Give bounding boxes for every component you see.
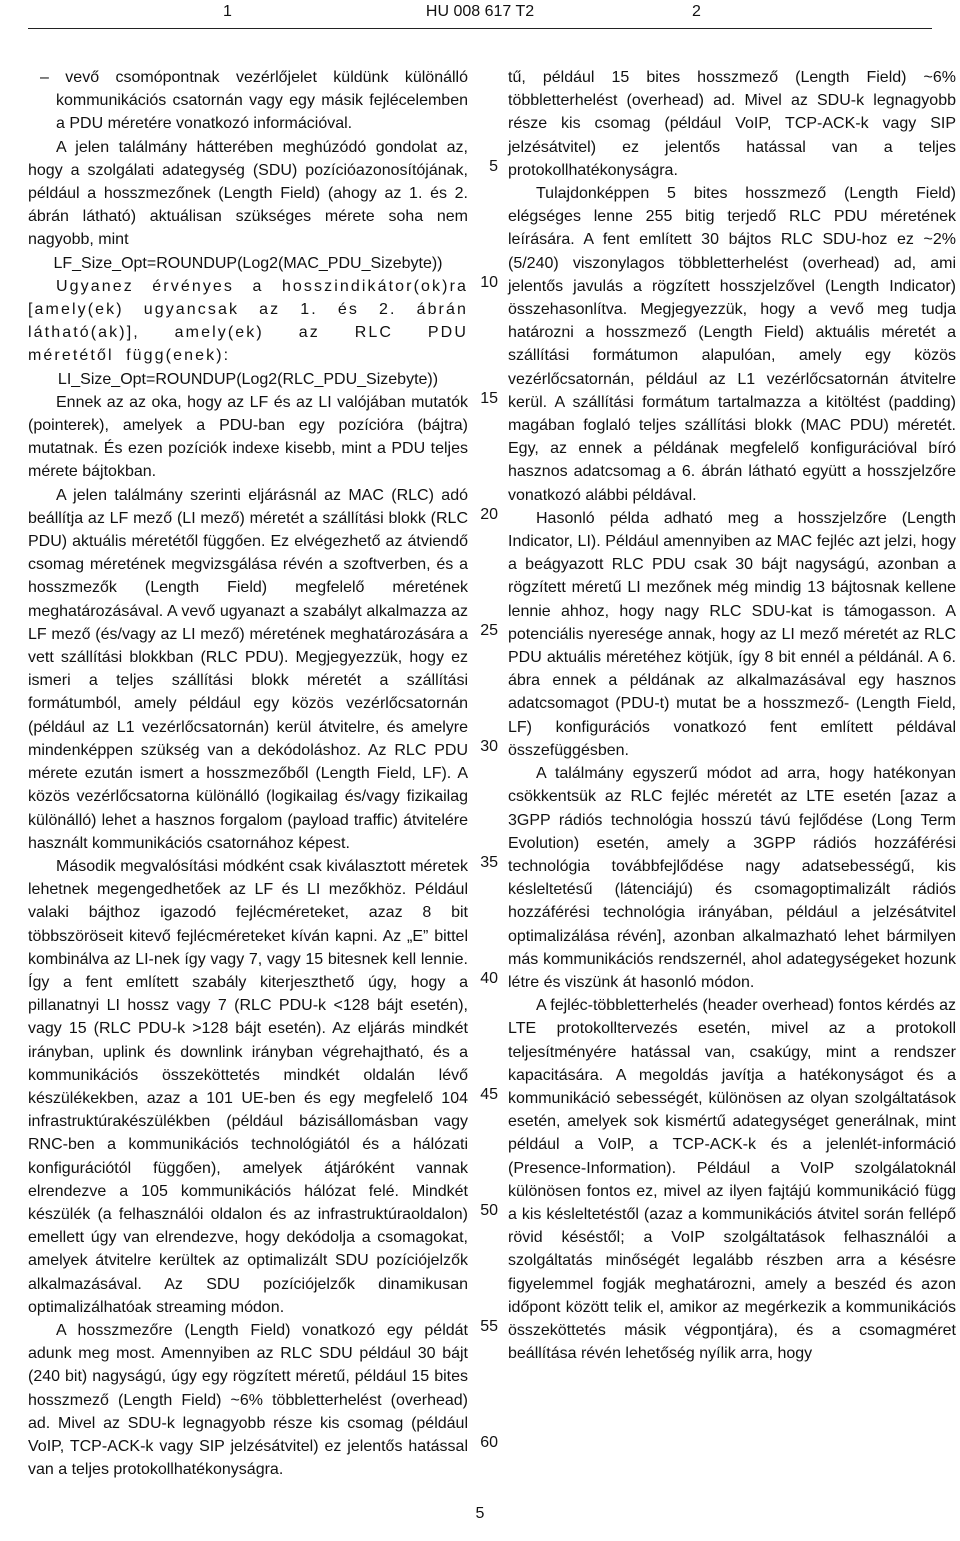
paragraph: A fejléc-többletterhelés (header overhead) fontos kérdés az LTE protokolltervezés esetén, mivel az a protokoll teljesítményére hatással van, csakúgy, mint a rendszer kapacitására. A megoldás javítja a hatékonyságot és a kommunikáció sebességét, különösen az olyan szolgáltatások esetén, amelyek sok kismértű adategységet generálnak, mint például a VoIP, a TCP-ACK-k és a jelenlét-információ (Presence-Information). Például a VoIP szolgálatoknál különösen fontos ez, mivel az ilyen fajtájú kommunikáció függ a kis késleltetéstől (azaz a kommunikációs átvitel során fellépő rövid késéstől; a VoIP szolgáltatások felhasználói a szolgáltatás minőségét legalább részben arra a késésre figyelemmel fogják meghatározni, amely a beszéd és azon időpont között telik el, amikor az megérkezik a kommunikációs összeköttetés másik végpontjára), és a csomagméret beállítása révén lehetőség nyílik arra, hogy [508, 997, 956, 1363]
claim-item: – vevő csomópontnak vezérlőjelet küldünk különálló kommunikációs csatornán vagy egy másik fejlécelemben a PDU méretére vonatkozó információval. [40, 69, 468, 133]
paragraph: A hosszmezőre (Length Field) vonatkozó egy példát adunk meg most. Amennyiben az RLC SDU például 30 bájt (240 bit) nagyságú, úgy egy rögzített méretű, például 15 bites hosszmező (Length Field) ~6% többletterhelést (overhead) ad. Mivel az SDU-k legnagyobb része kis csomag (például VoIP, TCP-ACK-k vagy SIP jelzésátvitel) ez jelentős hatással van a teljes protokollhatékonyságra. [28, 1321, 468, 1479]
paragraph: A találmány egyszerű módot ad arra, hogy hatékonyan csökkentsük az RLC fejléc méretét az LTE esetén [azaz a 3GPP rádiós technológia hosszú távú fejlődése (Long Term Evolution) esetén, amely a 3GPP rádiós hozzáférési technológia továbbfejlődése nagy adatsebességű, kis késleltetésű (látenciájú) és csomagoptimalizált rádiós hozzáférési technológia irányában, például a jelzésátvitel optimalizálása révén], azonban alkalmazható lehet bármilyen más kommunikációs rendszernél, ahol adategységeket hozunk létre és viszünk át hasonló módon. [508, 765, 956, 991]
paragraph: A jelen találmány hátterében meghúzódó gondolat az, hogy a szolgálati adategység (SDU) pozícióazonosítójának, például a hosszmezőnek (Length Field) (ahogy az 1. és 2. ábrán látható) aktuálisan szükséges mérete soha nem nagyobb, mint [28, 138, 468, 249]
line-number: 55 [480, 1318, 498, 1335]
line-number: 25 [480, 622, 498, 639]
header-rule [28, 28, 932, 29]
formula-lf: LF_Size_Opt=ROUNDUP(Log2(MAC_PDU_Sizebyte)) [53, 254, 443, 272]
paragraph: Tulajdonképpen 5 bites hosszmező (Length Field) elégséges lenne 255 bitig terjedő RLC PDU méretének leírására. A fent említett 30 bájtos RLC SDU-hoz ez ~2% (5/240) viszonylagos többletterhelést (overhead) ad, ami jelentős javulás a rögzített hosszjelzővel (Length Indicator) összehasonlítva. Megjegyezzük, hogy a vevő meg tudja határozni a hosszmező (Length Field) aktuális méretét a szállítási formátumon alapulóan, amely egy közös vezérlőcsatornán, például az L1 vezérlőcsatornán átvitelre kerül. A szállítási formátum tartalmazza a kitöltést (padding) magában foglaló teljes szállítási blokk (MAC PDU) méretét. Egy, az ennek a példának megfelelő konfigurációval bíró hasznos adatcsomag a 6. ábrán látható együtt a hosszjelzőre vonatkozó alábbi példával. [508, 185, 956, 504]
line-number: 5 [489, 158, 498, 175]
line-number: 60 [480, 1434, 498, 1451]
line-number: 30 [480, 738, 498, 755]
page-footer-number: 5 [475, 1505, 485, 1522]
line-number: 15 [480, 390, 498, 407]
paragraph: Hasonló példa adható meg a hosszjelzőre (Length Indicator, LI). Például amennyiben az MAC fejléc azt jelzi, hogy a beágyazott RLC PDU csak 30 bájt nagyságú, azonban a rögzített méretű LI mezőnek még mindig 13 bájtosnak kellene lennie ahhoz, hogy nagy RLC SDU-kat is támogasson. A potenciális nyeresége annak, hogy az LI mező méretét az RLC PDU aktuális méretéhez kötjük, így 8 bit ennél a példánál. A 6. ábra ennek a példának az alkalmazásával egy hasznos adatcsomagot (PDU-t) mutat be a hosszmező- (Length Field, LF) konfigurációs vonatkozó fent említett példával összefüggésben. [508, 509, 956, 759]
line-number: 35 [480, 854, 498, 871]
document-id: HU 008 617 T2 [425, 3, 535, 20]
formula-li: LI_Size_Opt=ROUNDUP(Log2(RLC_PDU_Sizebyte)) [57, 370, 439, 388]
paragraph: Ugyanez érvényes a hosszindikátor(ok)ra [amely(ek) ugyancsak az 1. és 2. ábrán látható(ak)], amely(ek) az RLC PDU méretétől függ(enek): [28, 277, 468, 365]
line-number: 20 [480, 506, 498, 523]
right-page-number: 2 [692, 3, 701, 20]
line-number: 40 [480, 970, 498, 987]
paragraph: A jelen találmány szerinti eljárásnál az MAC (RLC) adó beállítja az LF mező (LI mező) méretét a szállítási blokk (RLC PDU) aktuális méretétől függően. Ez elvégezhető az átviendő csomag méretének megvizsgálása révén a szoftverben, és a hosszmezők (Length Field) megfelelő méretének meghatározásával. A vevő ugyanazt a szabályt alkalmazza az LF mező (és/vagy az LI mező) méretének meghatározására a vett szállítási blokkban (RLC PDU). Megjegyezzük, hogy ez ismeri a teljes szállítási blokk méretét a szállítási formátumból, amely például egy közös vezérlőcsatornán (például az L1 vezérlőcsatornán) kerül átvitelre, és amelyre mindenképpen szükség van a dekódoláshoz. Az RLC PDU mérete ezután ismert a hosszmezőből (Length Field, LF). A közös vezérlőcsatorna különálló (logikailag és/vagy fizikailag különálló) lehet a hasznos forgalom (payload traffic) átvitelére használt kommunikációs csatornához képest. [28, 486, 468, 852]
line-number: 50 [480, 1202, 498, 1219]
line-number: 10 [480, 274, 498, 291]
paragraph: Ennek az az oka, hogy az LF és az LI valójában mutatók (pointerek), amelyek a PDU-ban egy pozícióra (bájtra) mutatnak. És ezen pozíciók indexe kisebb, mint a PDU teljes mérete bájtokban. [28, 393, 468, 481]
paragraph: tű, például 15 bites hosszmező (Length Field) ~6% többletterhelést (overhead) ad. Mivel az SDU-k legnagyobb része kis csomag (például VoIP, TCP-ACK-k vagy SIP jelzésátvitel) ez jelentős hatással van a teljes protokollhatékonyságra. [508, 69, 956, 179]
left-page-number: 1 [223, 3, 232, 20]
right-column [508, 66, 956, 1365]
paragraph: Második megvalósítási módként csak kiválasztott méretek lehetnek megengedhetőek az LF és LI mezőkhöz. Például valaki bájthoz igazodó fejlécméreteket, azaz 8 bit többszöröseit kitevő fejlécméreteket kíván kapni. Az „E” bittel kombinálva az LI-nek így vagy 7, vagy 15 bitesnek kell lennie. Így a fent említett szabály kiterjeszthető úgy, hogy a pillanatnyi LI hossz vagy 7 (RLC PDU-k <128 bájt esetén), vagy 15 (RLC PDU-k >128 bájt esetén). Az eljárás mindkét irányban, uplink és downlink irányban végrehajtható, és a kommunikációs összeköttetés mindkét oldalán lévő készülékekben, azaz a 101 UE-ben és egy megfelelő 104 infrastruktúrakészülékben (például bázisállomásban vagy RNC-ben a kommunikációs technológiától és a hálózati konfigurációtól függően), amelyek átjáróként vannak elrendezve a 105 kommunikációs hálózat felé. Mindkét készülék (a felhasználói oldalon és az infrastruktúraoldalon) emellett úgy van elrendezve, hogy dekódolja a csomagokat, amelyek átvitelre kerültek az optimalizált SDU pozíciójelzők alkalmazásával. Az SDU pozíciójelzők dinamikusan optimalizálhatóak streaming módon. [28, 857, 468, 1316]
line-number: 45 [480, 1086, 498, 1103]
left-column [28, 66, 468, 1481]
